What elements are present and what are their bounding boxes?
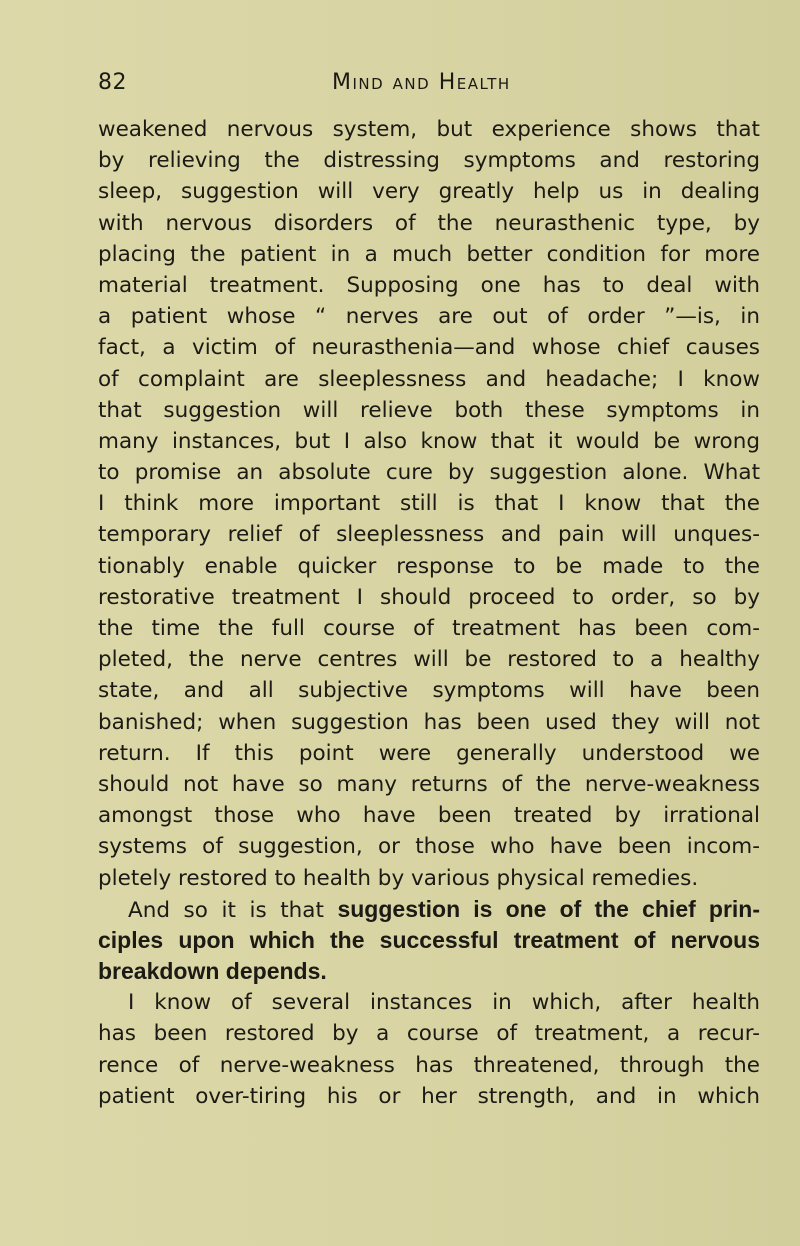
text-line: by relieving the distressing symptoms and restoring — [98, 148, 760, 174]
bold-lead-in: And so it is that — [128, 897, 338, 923]
page-header — [98, 64, 758, 104]
text-line: of complaint are sleeplessness and headache; I know — [98, 366, 760, 392]
text-line: has been restored by a course of treatment, a recur- — [98, 1021, 760, 1047]
text-line: placing the patient in a much better condition for more — [98, 241, 760, 267]
text-line: that suggestion will relieve both these symptoms in — [98, 397, 760, 423]
text-line: I know of several instances in which, after health — [128, 990, 760, 1016]
text-line: many instances, but I also know that it would be wrong — [98, 428, 760, 454]
body-text — [98, 114, 760, 1112]
text-line: tionably enable quicker response to be made to the — [98, 553, 760, 579]
text-line: a patient whose “ nerves are out of order ”—is, in — [98, 304, 760, 330]
text-line: sleep, suggestion will very greatly help us in dealing — [98, 179, 760, 205]
text-line: patient over-tiring his or her strength, and in which — [98, 1083, 760, 1109]
text-line — [98, 894, 760, 925]
text-line: pletely restored to health by various physical remedies. — [98, 865, 699, 891]
page-number: 82 — [98, 70, 127, 95]
text-line: amongst those who have been treated by irrational — [98, 803, 760, 829]
text-line: banished; when suggestion has been used they will not — [98, 709, 760, 735]
text-line: should not have so many returns of the nerve-weakness — [98, 771, 760, 797]
bold-text-line: breakdown depends. — [98, 958, 327, 985]
paragraph-final — [98, 987, 760, 1112]
paragraph-bold — [98, 894, 760, 988]
text-line: material treatment. Supposing one has to deal with — [98, 272, 760, 298]
text-line: the time the full course of treatment has been com- — [98, 616, 760, 641]
text-line: systems of suggestion, or those who have been incom- — [98, 834, 760, 860]
text-line: weakened nervous system, but experience shows that — [98, 117, 760, 142]
text-line: pleted, the nerve centres will be restored to a healthy — [98, 647, 760, 673]
text-line: rence of nerve-weakness has threatened, through the — [98, 1052, 760, 1078]
text-line: restorative treatment I should proceed to order, so by — [98, 584, 760, 610]
text-line: return. If this point were generally understood we — [98, 740, 760, 766]
text-line: to promise an absolute cure by suggestion alone. What — [98, 460, 760, 486]
text-line: with nervous disorders of the neurasthenic type, by — [98, 210, 760, 236]
text-line: state, and all subjective symptoms will have been — [98, 678, 760, 704]
text-line: fact, a victim of neurasthenia—and whose chief causes — [98, 335, 760, 361]
bold-text: suggestion is one of the chief prin- — [337, 895, 760, 922]
bold-text-line: ciples upon which the successful treatment of nervous — [98, 926, 760, 953]
text-line: I think more important still is that I know that the — [98, 491, 760, 517]
text-line: temporary relief of sleeplessness and pain will unques- — [98, 522, 760, 548]
paragraph-main — [98, 114, 760, 894]
running-title: Mind and Health — [332, 70, 511, 95]
